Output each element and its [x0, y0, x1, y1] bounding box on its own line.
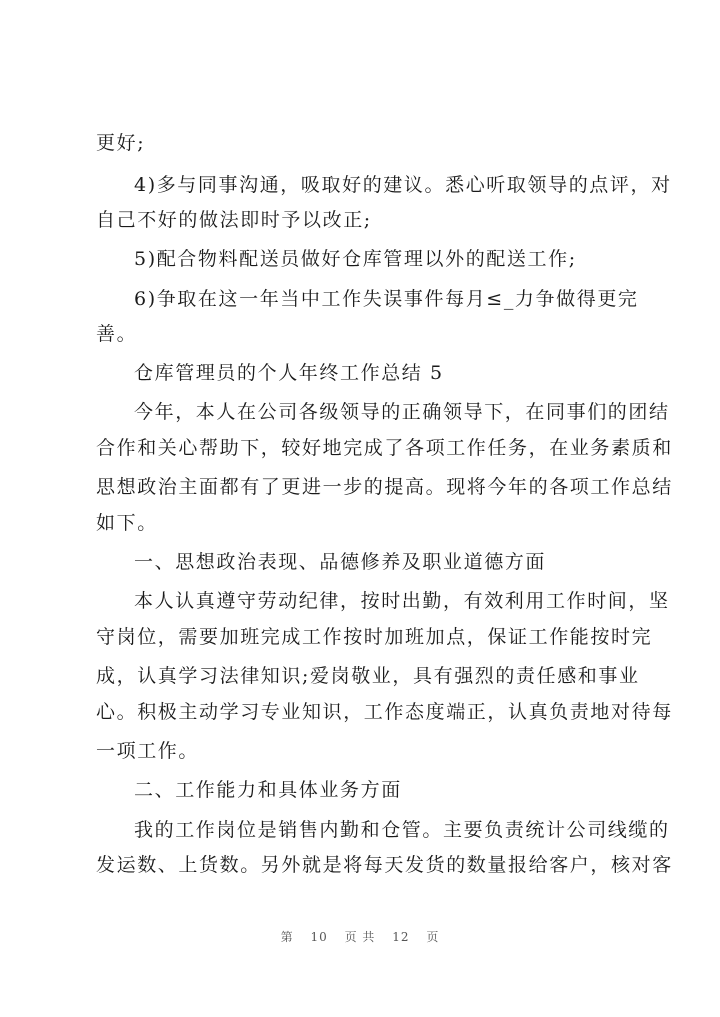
text-line: 成，认真学习法律知识;爱岗敬业，具有强烈的责任感和事业: [96, 665, 640, 687]
footer-current-page: 10: [310, 930, 328, 944]
text-line: 如下。: [96, 512, 158, 534]
text-line: 我的工作岗位是销售内勤和仓管。主要负责统计公司线缆的: [134, 819, 670, 841]
text-line: 4)多与同事沟通，吸取好的建议。悉心听取领导的点评，对: [134, 174, 672, 196]
text-line: 5)配合物料配送员做好仓库管理以外的配送工作;: [134, 248, 577, 270]
text-line: 更好;: [96, 132, 146, 154]
section-heading: 二、工作能力和具体业务方面: [134, 779, 402, 801]
text-line: 思想政治主面都有了更进一步的提高。现将今年的各项工作总结: [96, 476, 673, 498]
footer-suffix: 页: [426, 930, 440, 944]
text-line: 本人认真遵守劳动纪律，按时出勤，有效利用工作时间，坚: [134, 590, 670, 612]
text-line: 自己不好的做法即时予以改正;: [96, 209, 372, 231]
text-line: 心。积极主动学习专业知识，工作态度端正，认真负责地对待每: [96, 701, 673, 723]
text-line: 今年，本人在公司各级领导的正确领导下，在同事们的团结: [134, 401, 670, 423]
text-line: 6)争取在这一年当中工作失误事件每月≤_力争做得更完: [134, 288, 639, 310]
section-heading: 一、思想政治表现、品德修养及职业道德方面: [134, 551, 547, 573]
text-line: 守岗位，需要加班完成工作按时加班加点，保证工作能按时完: [96, 626, 653, 648]
footer-prefix: 第: [280, 930, 294, 944]
section-title: 仓库管理员的个人年终工作总结 5: [134, 362, 444, 384]
text-line: 合作和关心帮助下，较好地完成了各项工作任务，在业务素质和: [96, 437, 673, 459]
text-line: 善。: [96, 323, 138, 345]
page-footer: [0, 928, 720, 945]
text-line: 发运数、上货数。另外就是将每天发货的数量报给客户，核对客: [96, 854, 673, 876]
footer-total-pages: 12: [392, 930, 410, 944]
footer-middle: 页 共: [344, 930, 376, 944]
text-line: 一项工作。: [96, 740, 200, 762]
